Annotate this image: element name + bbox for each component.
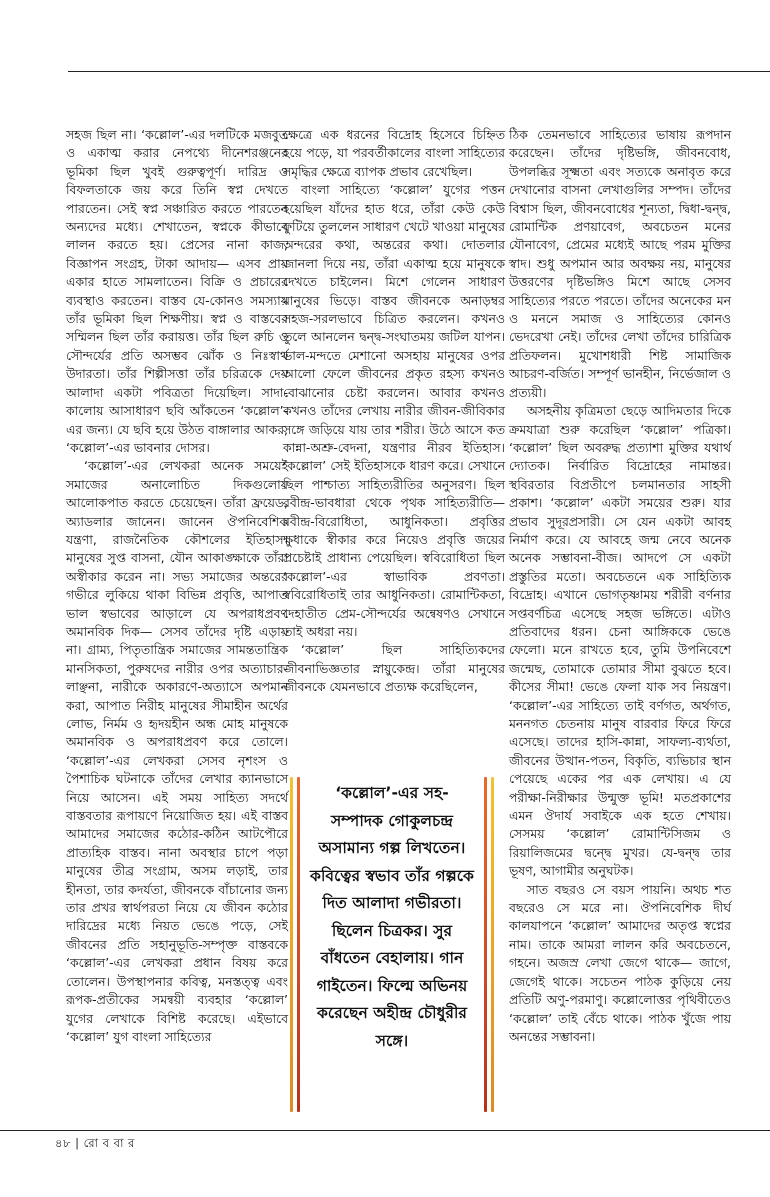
top-rule xyxy=(68,71,770,72)
column-2-paragraph-3: ‘কল্লোল’ ছিল সাহিত্যিকদের জীবনাভিজ্ঞতার স্নায়ুকেন্দ্র। তাঁরা মানুষের জীবনকে যেমনভাবে প্রত্যক্ষ করেছিলেন, xyxy=(283,642,505,695)
column-1-paragraph-1: সহজ ছিল না। ‘কল্লোল’-এর দলটিকে মজবুত ও একাত্ম করার নেপথ্যে দীনেশরঞ্জনের ভূমিকা ছিল খুবই গুরুত্বপূর্ণ। দারিদ্র ও বিফলতাকে জয় করে তিনি স্বপ্ন দেখতে পারতেন। সেই স্বপ্ন সঞ্চারিত করতে পারতেন অন্যদের মধ্যে। শেখাতেন, স্বপ্নকে কীভাবে লালন করতে হয়। প্রেসের নানা কাজ, বিজ্ঞাপন সংগ্রহ, টাকা আদায়— এসব প্রায় একার হাতে সামলাতেন। বিক্রি ও প্রচারের ব্যবস্থাও করতেন। বাস্তব যে-কোনও সমস্যায় তাঁর ভূমিকা ছিল শিক্ষণীয়। স্বপ্ন ও বাস্তবের সম্মিলন ছিল তাঁর করায়ত্ত। তাঁর ছিল রুচি ও সৌন্দর্যের প্রতি অসম্ভব ঝোঁক ও নিঃস্বার্থ উদারতা। তাঁর শিল্পীসত্তা তাঁর চরিত্রকে দেয় আলাদা একটা পবিত্রতা দিয়েছিল। সাদা-কালোয় আসাধারণ ছবি আঁকতেন ‘কল্লোল’-এর জন্য। যে ছবি হয়ে উঠত বাঙ্গালার আকর, ‘কল্লোল’-এর ভাবনার দোসর। xyxy=(66,127,288,455)
page-footer xyxy=(55,1135,135,1154)
decorative-stick xyxy=(484,777,487,1112)
column-3-paragraph-2: অসহনীয় কৃত্রিমতা ছেড়ে আদিমতার দিকে ক্রমযাত্রা শুরু করেছিল ‘কল্লোল’ পত্রিকা। ‘কল্লোল’ ছিল অবরুদ্ধ প্রত্যাশা মুক্তির যথার্থ দ্যোতক। নির্বারিত বিদ্রোহের নামান্তর। স্থবিরতার বিপ্রতীপে চলমানতার সাহসী প্রকাশ। ‘কল্লোল’ একটা সময়ের শুরু। যার প্রভাব সুদূরপ্রসারী। সে যেন একটা আবহ নির্মাণ করে। যে আবহে জন্ম নেবে অনেক অনেক সম্ভাবনা-বীজ। আদপে সে একটা প্রস্তুতির মতো। অবচেতনে এক সাহিত্যিক বিদ্রোহ। এখানে ভোগতৃষ্ণাময় শরীরী বর্ণনার সপ্তবর্ণচিত্র এসেছে সহজ ভঙ্গিতে। এটাও প্রতিবাদের ধরন। চেনা আঙ্গিককে ভেঙে ফেলো। মনে রাখতে হবে, তুমি উপনিবেশে জন্মেছ, তোমাকে তোমার সীমা বুঝতে হবে। কীসের সীমা! ভেঙে ফেলা যাক সব নিয়ন্ত্রণ। ‘কল্লোল’-এর সাহিত্যে তাই বর্ণগত, অর্থগত, মননগত চেতনায় মানুষ বারবার ফিরে ফিরে এসেছে। তাদের হাসি-কান্না, সাফল্য-ব্যর্থতা, জীবনের উত্থান-পতন, বিকৃতি, ব্যভিচার স্থান পেয়েছে একের পর এক লেখায়। এ যে পরীক্ষা-নিরীক্ষার উন্মুক্ত ভূমি! মতপ্রকাশের এমন ঔদার্য সবাইকে এক হতে শেখায়। সেসময় ‘কল্লোল’ রোমান্টিসিজম ও রিয়ালিজমের দ্বন্দ্বে মুখর। যে-দ্বন্দ্ব তার ভূষণ, আগামীর অনুঘটক। xyxy=(509,403,731,879)
column-3-paragraph-1: ঠিক তেমনভাবে সাহিত্যের ভাষায় রূপদান করেছেন। তাঁদের দৃষ্টিভঙ্গি, জীবনবোধ, উপলব্ধির সূক্ষ্মতা এবং সত্যকে অনাবৃত করে দেখানোর বাসনা লেখাগুলির সম্পদ। তাঁদের বিশ্বাস ছিল, জীবনবোধের শূন্যতা, দ্বিধা-দ্বন্দ্ব, রোমান্টিক প্রণয়াবেগ, অবচেতন মনের যৌনাবেগ, প্রেমের মধ্যেই আছে পরম মুক্তির স্বাদ। শুধু অপমান আর অবক্ষয় নয়, মানুষের উত্তরণের দৃষ্টিভঙ্গিও মিশে আছে সেসব সাহিত্যের পরতে পরতে। তাঁদের অনেকের মন ও মননে সমাজ ও সাহিত্যের কোনও ভেদরেখা নেই। তাঁদের লেখা তাঁদের চারিত্রিক প্রতিফলন। মুখোশধারী শিষ্ট সামাজিক আচরণ-বর্জিত। সম্পূর্ণ ভানহীন, নির্ভেজাল ও প্রত্যয়ী। xyxy=(509,127,731,400)
column-2-paragraph-2: বাংলা সাহিত্যে ‘কল্লোল’ যুগের পত্তন হয়েছিল যাঁদের হাত ধরে, তাঁরা কেউ কেউ ফুটিয়ে তুললেন সাধারণ খেটে খাওয়া মানুষের অন্দরের কথা, অন্তরের কথা। দোতলার জানলা দিয়ে নয়, তাঁরা একাত্ম হয়ে মানুষকে দেখতে চাইলেন। মিশে গেলেন সাধারণ মানুষের ভিড়ে। বাস্তব জীবনকে অনাড়ম্বর সহজ-সরলভাবে চিত্রিত করলেন। কখনও তুলে আনলেন দ্বন্দ্ব-সংঘাতময় জটিল যাপন। ভাল-মন্দতে মেশানো অসহায় মানুষের ওপর আলো ফেলে জীবনের প্রকৃত রহস্য কখনও বোঝানোর চেষ্টা করলেন। আবার কখনও কখনও তাঁদের লেখায় নারীর জীবন-জীবিকার সঙ্গে জড়িয়ে যায় তার শরীর। উঠে আসে কত কান্না-অশ্রু-বেদনা, যন্ত্রণার নীরব ইতিহাস। ‘কল্লোল’ সেই ইতিহাসকে ধারণ করে। সেখানে ছিল পাশ্চাত্য সাহিত্যরীতির অনুসরণ। ছিল রবীন্দ্র-ভাবধারা থেকে পৃথক সাহিত্যরীতি— রবীন্দ্র-বিরোধিতা, আধুনিকতা। প্রবৃত্তির ক্ষুধাকে স্বীকার করে নিয়েও প্রবৃত্তি জয়ের প্রচেষ্টাই প্রাধান্য পেয়েছিল। স্ববিরোধিতা ছিল ‘কল্লোল’-এর স্বাভাবিক প্রবণতা। স্ববিরোধিতাই তার আধুনিকতা। রোমান্টিকতা, দেহাতীত প্রেম-সৌন্দর্যের অন্বেষণও সেখানে তাই অধরা নয়। xyxy=(283,182,505,639)
decorative-stick xyxy=(297,777,300,1112)
footer-separator: | xyxy=(75,1136,80,1150)
article-column-3 xyxy=(509,126,731,1046)
page-number: ৪৮ xyxy=(55,1136,71,1150)
column-1-paragraph-2: ‘কল্লোল’-এর লেখকরা অনেক সময়েই সমাজের অনালোচিত দিকগুলোয় আলোকপাত করতে চেয়েছেন। তাঁরা ফ্রয়েড, অ্যাডলার জানেন। জানেন ঔপনিবেশিক যন্ত্রণা, রাজনৈতিক কৌশলের ইতিহাস। মানুষের সুপ্ত বাসনা, যৌন আকাঙ্ক্ষাকে তাঁরা অস্বীকার করেন না। সভ্য সমাজের অন্তরের গভীরে লুকিয়ে থাকা বিভিন্ন প্রবৃত্তি, আপাত ভাল স্বভাবের আড়ালে যে অপরাধপ্রবণ অমানবিক দিক— সেসব তাঁদের দৃষ্টি এড়ায় না। গ্রাম্য, পিতৃতান্ত্রিক সমাজের সামন্ততান্ত্রিক মানসিকতা, পুরুষদের নারীর ওপর অত্যাচার-লাঞ্ছনা, নারীকে অকারণে-অত্যাসে অপমান করা, আপাত নিরীহ মানুষের সীমাহীন অর্থের লোভ, নির্মম ও হৃদয়হীন অন্ধ মোহ মানুষকে অমানবিক ও অপরাধপ্রবণ করে তোলে। ‘কল্লোল’-এর লেখকরা সেসব নৃশংস ও পৈশাচিক ঘটনাকে তাঁদের লেখার ক্যানভাসে নিয়ে আসেন। এই সময় সাহিত্য সদর্থে বাস্তবতার রূপায়ণে নিয়োজিত হয়। এই বাস্তব আমাদের সমাজের কঠোর-কঠিন আটপৌরে প্রাত্যহিক বাস্তব। নানা অবস্থার চাপে পড়া মানুষের তীব্র সংগ্রাম, অসম লড়াই, তার হীনতা, তার কদর্যতা, জীবনকে বাঁচানোর জন্য তার প্রখর স্বার্থপরতা নিয়ে যে জীবন কঠোর দারিদ্রের মধ্যে নিয়ত ভেঙে পড়ে, সেই জীবনের প্রতি সহানুভূতি-সম্পৃক্ত বাস্তবকে ‘কল্লোল’-এর লেখকরা প্রধান বিষয় করে তোলেন। উপস্থাপনার কবিত্ব, মনস্তত্ত্ব এবং রূপক-প্রতীকের সমন্বয়ী ব্যবহার ‘কল্লোল’ যুগের লেখাকে বিশিষ্ট করেছে। এইভাবে ‘কল্লোল’ যুগ বাংলা সাহিত্যের xyxy=(66,458,288,1044)
decorative-stick xyxy=(491,777,494,1112)
decorative-stick xyxy=(290,777,293,1112)
column-3-paragraph-3: সাত বছরও সে বয়স পায়নি। অথচ শত বছরেও সে মরে না। ঔপনিবেশিক দীর্ঘ কালযাপনে ‘কল্লোল’ আমাদের অতৃপ্ত স্বপ্নের নাম। তাকে আমরা লালন করি অবচেতনে, গহনে। অজস্র লেখা জেগে থাকে— জাগে, জেগেই থাকে। সচেতন পাঠক কুড়িয়ে নেয় প্রতিটি অণু-পরমাণু। কল্লোলোত্তর পৃথিবীতেও ‘কল্লোল’ তাই বেঁচে থাকে। পাঠক খুঁজে পায় অনন্তের সম্ভাবনা। xyxy=(509,881,731,1044)
article-column-2 xyxy=(283,126,505,697)
column-2-paragraph-1: ক্ষেত্রে এক ধরনের বিদ্রোহ হিসেবে চিহ্নিত হয়ে পড়ে, যা পরবর্তীকালের বাংলা সাহিত্যের সমৃদ্ধির ক্ষেত্রে ব্যাপক প্রভাব রেখেছিল। xyxy=(283,127,505,179)
bottom-rule xyxy=(0,1130,770,1131)
article-column-1 xyxy=(66,126,288,1046)
magazine-name: রো ব বা র xyxy=(83,1136,135,1150)
pull-quote-text: ‘কল্লোল’-এর সহ-সম্পাদক গোকুলচন্দ্র অসামান্য গল্প লিখতেন। কবিত্বের স্বভাব তাঁর গল্পকে দিত আলাদা গভীরতা। ছিলেন চিত্রকর। সুর বাঁধতেন বেহালায়। গান গাইতেন। ফিল্মে অভিনয় করেছেন অহীন্দ্র চৌধুরীর সঙ্গে। xyxy=(310,784,474,1050)
pull-quote-box xyxy=(290,777,494,1112)
